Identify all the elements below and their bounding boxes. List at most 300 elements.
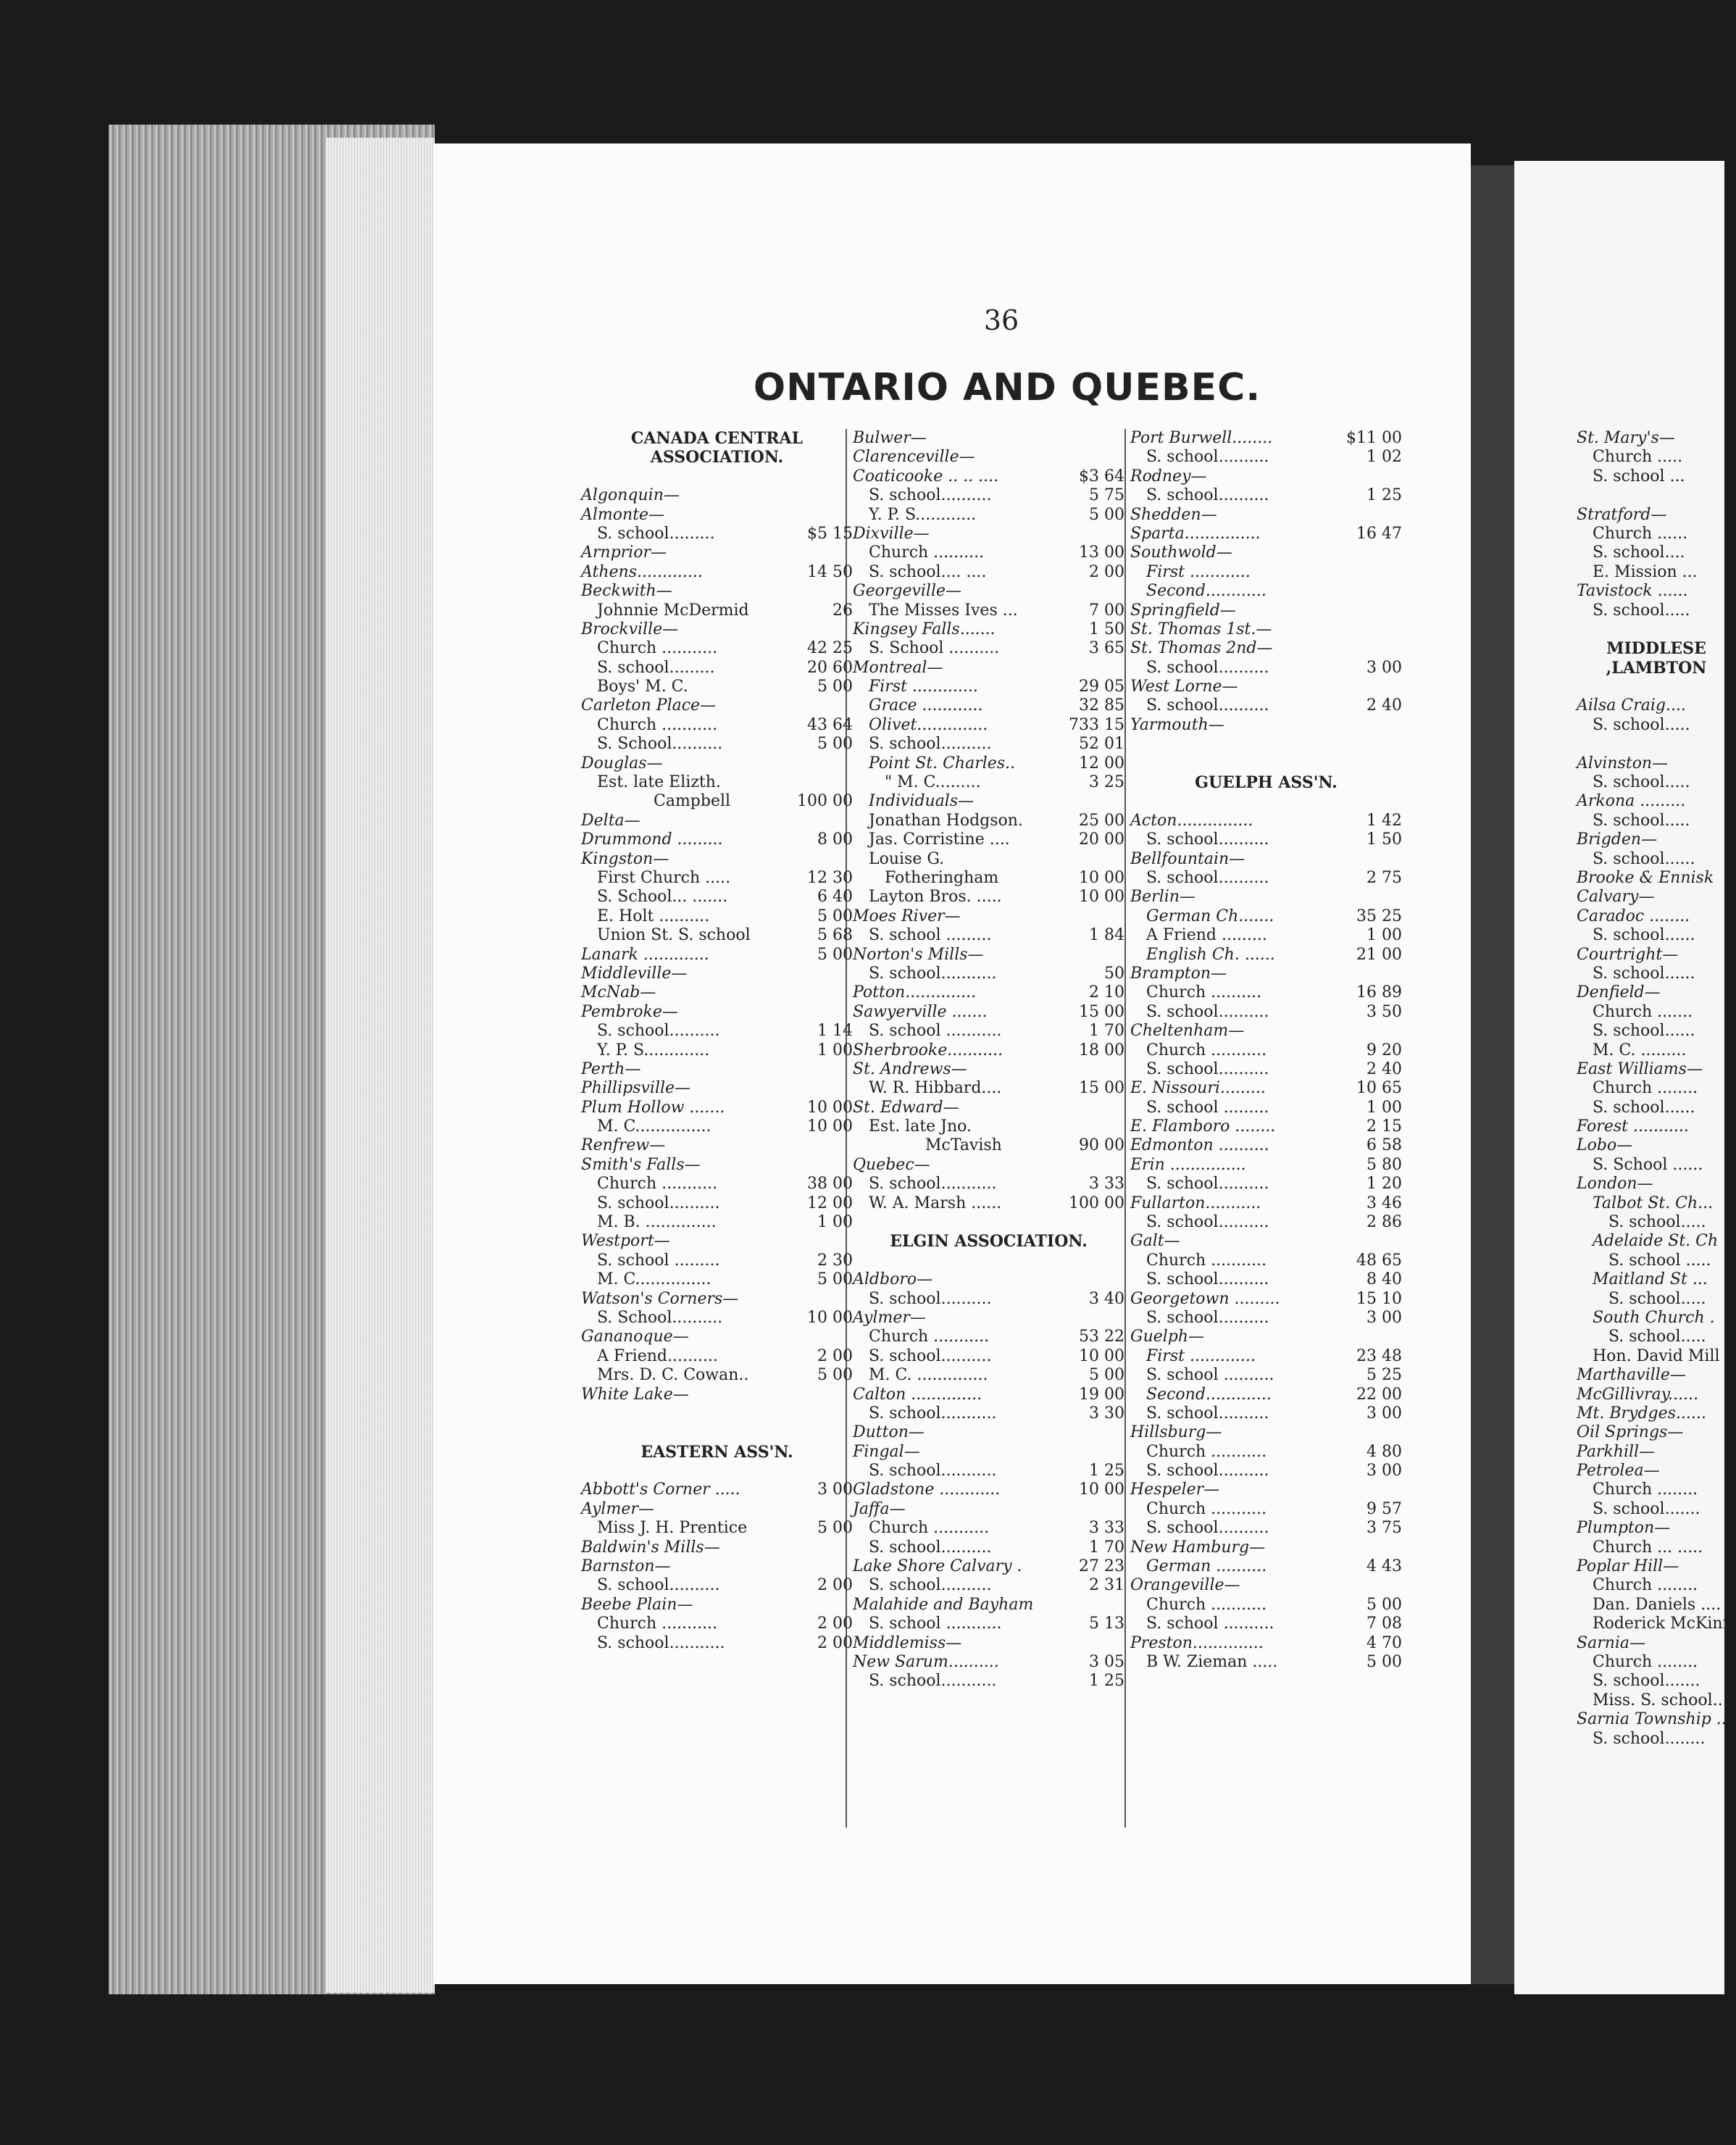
contribution-entry (1577, 467, 1736, 486)
entry-label: Y. P. S............. (597, 1041, 710, 1059)
entry-amount: 2 30 (817, 1251, 853, 1270)
entry-label: New Hamburg— (1130, 1538, 1266, 1557)
contribution-entry (581, 1366, 853, 1385)
place-entry (1130, 716, 1402, 735)
contribution-entry (853, 1615, 1124, 1633)
entry-label: B W. Zieman ..... (1146, 1653, 1278, 1671)
association-heading: ,LAMBTON (1606, 658, 1707, 678)
entry-amount: 3 25 (1089, 773, 1124, 792)
entry-label: S. school........ (1593, 1729, 1706, 1748)
entry-label: Church ........... (1146, 1041, 1267, 1059)
entry-label: S. school.......... (869, 735, 992, 754)
entry-amount: 90 00 (1079, 1136, 1124, 1155)
entry-label: M. C............... (597, 1117, 711, 1136)
entry-label: Sherbrooke........... (853, 1041, 1003, 1059)
place-entry (1577, 582, 1736, 601)
place-entry (1577, 1519, 1736, 1538)
contribution-entry (1577, 812, 1736, 830)
place-entry (581, 1079, 853, 1098)
contribution-entry (1577, 1213, 1736, 1232)
entry-amount: 5 00 (817, 735, 853, 754)
entry-amount: 10 00 (1079, 1346, 1124, 1365)
contribution-entry (581, 1213, 853, 1232)
entry-label: German Ch....... (1146, 907, 1274, 925)
contribution-entry (853, 1117, 1124, 1136)
entry-label: S. school ......... (597, 1251, 720, 1270)
entry-label: Gladstone ............ (853, 1480, 1001, 1499)
contribution-entry (853, 486, 1124, 505)
entry-amount: 3 00 (1366, 658, 1402, 677)
place-entry (853, 1653, 1124, 1672)
entry-label: S. School.......... (597, 1308, 723, 1327)
place-entry (1130, 543, 1402, 562)
contribution-entry (1577, 1615, 1736, 1633)
place-entry (853, 1443, 1124, 1462)
entry-label: Church ........... (597, 1615, 718, 1633)
entry-label: E. Flamboro ........ (1130, 1117, 1276, 1136)
contribution-entry (1577, 850, 1736, 869)
entry-label: S. school .......... (1146, 1366, 1274, 1385)
contribution-entry (1130, 946, 1402, 965)
entry-label: Parkhill— (1577, 1442, 1656, 1461)
contribution-entry (853, 1347, 1124, 1366)
place-entry (581, 1596, 853, 1615)
entry-amount: 1 20 (1366, 1175, 1402, 1194)
place-entry (853, 1500, 1124, 1519)
entry-label: Potton.............. (853, 983, 977, 1002)
entry-amount: 10 00 (807, 1098, 853, 1117)
place-entry (853, 1041, 1124, 1060)
entry-amount: 3 30 (1089, 1404, 1124, 1423)
entry-amount: 3 50 (1366, 1002, 1402, 1021)
entry-label: S. school...... (1593, 964, 1695, 983)
entry-label: S. school..... (1593, 601, 1690, 620)
contribution-entry (1577, 1156, 1736, 1175)
contribution-entry (581, 735, 853, 754)
spacer (1130, 754, 1402, 773)
entry-amount: 5 75 (1089, 486, 1124, 505)
contribution-entry (581, 639, 853, 658)
entry-label: Louise G. (869, 849, 945, 868)
place-entry (581, 1156, 853, 1175)
entry-amount: 5 00 (1366, 1653, 1402, 1671)
entry-label: Church ........... (869, 1328, 990, 1346)
entry-amount: 5 00 (817, 1270, 853, 1289)
entry-label: Alvinston— (1577, 754, 1669, 772)
entry-label: S. school.......... (1146, 1308, 1269, 1327)
entry-label: S. school..... (1608, 1289, 1706, 1308)
entry-label: Miss. S. school... (1593, 1691, 1728, 1709)
entry-label: A Friend.......... (597, 1346, 718, 1365)
entry-amount: 3 00 (1366, 1462, 1402, 1480)
entry-label: Sawyerville ....... (853, 1002, 988, 1021)
entry-label: S. School.......... (597, 735, 723, 754)
contribution-entry (853, 1538, 1124, 1557)
entry-label: Preston.............. (1130, 1633, 1264, 1652)
entry-amount: 22 00 (1356, 1385, 1402, 1404)
entry-amount: 20 60 (807, 658, 853, 677)
entry-label: Church ........ (1593, 1480, 1698, 1499)
place-entry (581, 1557, 853, 1576)
entry-amount: 100 00 (797, 792, 853, 811)
entry-amount: 5 00 (1089, 505, 1124, 524)
entry-label: German .......... (1146, 1557, 1267, 1576)
entry-label: Georgetown ......... (1130, 1289, 1280, 1308)
contribution-entry (853, 543, 1124, 562)
association-heading: GUELPH ASS'N. (1195, 773, 1338, 793)
contribution-entry (853, 830, 1124, 849)
entry-label: S. school....... (1593, 1499, 1700, 1518)
entry-amount: 5 00 (1366, 1595, 1402, 1614)
place-entry (1130, 888, 1402, 907)
entry-label: A Friend ......... (1146, 926, 1267, 945)
entry-label: Church ........ (1593, 1079, 1698, 1098)
place-entry (853, 1557, 1124, 1576)
contribution-entry (1577, 1270, 1736, 1289)
contribution-entry (853, 696, 1124, 715)
entry-label: Guelph— (1130, 1328, 1205, 1346)
entry-label: Carleton Place— (581, 696, 717, 715)
entry-label: Church ........... (597, 639, 718, 658)
entry-label: Abbott's Corner ..... (581, 1480, 740, 1499)
entry-label: Port Burwell........ (1130, 429, 1273, 447)
entry-label: S. school..... (1608, 1213, 1706, 1232)
entry-label: Watson's Corners— (581, 1289, 739, 1308)
contribution-entry (1577, 1328, 1736, 1346)
entry-amount: 2 00 (817, 1576, 853, 1595)
place-entry (1130, 1290, 1402, 1309)
contribution-entry (581, 1309, 853, 1328)
entry-amount: 32 85 (1079, 696, 1124, 715)
contribution-entry (1577, 563, 1736, 582)
entry-amount: 5 68 (817, 926, 853, 945)
entry-label: S. school.......... (1146, 448, 1269, 467)
spacer (1577, 735, 1736, 754)
entry-label: S. school.......... (597, 1022, 720, 1041)
place-entry (581, 1232, 853, 1251)
entry-label: S. school...... (1593, 926, 1695, 945)
entry-label: S. school..... (1593, 773, 1690, 792)
entry-label: Montreal— (853, 658, 943, 677)
place-entry (1130, 506, 1402, 525)
contribution-entry (581, 773, 853, 792)
entry-label: S. school..... (1593, 715, 1690, 734)
entry-label: M. C............... (597, 1270, 711, 1289)
spacer (581, 1423, 853, 1442)
entry-amount: 27 23 (1079, 1557, 1124, 1576)
contribution-entry (581, 888, 853, 907)
entry-amount: 14 50 (807, 562, 853, 581)
spacer (1130, 735, 1402, 754)
entry-label: Church .......... (1146, 983, 1262, 1002)
contribution-entry (1130, 1347, 1402, 1366)
entry-amount: 3 33 (1089, 1519, 1124, 1538)
entry-amount: 8 40 (1366, 1270, 1402, 1289)
entry-label: Galt— (1130, 1232, 1180, 1251)
entry-label: Moes River— (853, 907, 961, 925)
entry-label: Adelaide St. Ch (1593, 1232, 1719, 1251)
entry-amount: 16 47 (1356, 524, 1402, 543)
place-entry (1130, 1328, 1402, 1346)
entry-label: Church ........... (1146, 1499, 1267, 1518)
place-entry (1130, 965, 1402, 983)
contribution-entry (1130, 1653, 1402, 1672)
entry-amount: 1 25 (1089, 1672, 1124, 1691)
entry-label: Second............ (1146, 582, 1266, 601)
entry-amount: 50 (1104, 964, 1124, 983)
place-entry (1577, 983, 1736, 1002)
entry-label: S. school.... (1593, 543, 1685, 562)
entry-label: Union St. S. school (597, 926, 751, 945)
entry-label: Brampton— (1130, 964, 1227, 983)
entry-label: Denfield— (1577, 983, 1661, 1002)
place-entry (1130, 525, 1402, 543)
contribution-entry (853, 716, 1124, 735)
place-entry (853, 525, 1124, 543)
entry-label: Grace ............ (869, 696, 983, 715)
place-entry (853, 659, 1124, 678)
entry-label: Cheltenham— (1130, 1022, 1245, 1041)
place-entry (1130, 467, 1402, 486)
contribution-entry (853, 639, 1124, 658)
entry-label: First ............. (1146, 1346, 1256, 1365)
entry-label: Maitland St ... (1593, 1270, 1708, 1289)
entry-label: Almonte— (581, 505, 665, 524)
entry-label: Church ........... (869, 1519, 990, 1538)
entry-label: S. school ..... (1608, 1251, 1711, 1270)
contribution-entry (1577, 1099, 1736, 1117)
contribution-entry (581, 1615, 853, 1633)
entry-label: Olivet.............. (869, 715, 988, 734)
place-entry (1130, 1538, 1402, 1557)
entry-label: Delta— (581, 811, 640, 830)
contribution-entry (1130, 659, 1402, 678)
place-entry (1577, 888, 1736, 907)
place-entry (1130, 850, 1402, 869)
place-entry (1577, 792, 1736, 811)
contribution-entry (581, 792, 853, 811)
place-entry (581, 1500, 853, 1519)
entry-label: Drummond ......... (581, 830, 723, 849)
entry-label: S. school.......... (1146, 1213, 1269, 1232)
entry-label: S. School ...... (1593, 1155, 1703, 1174)
entry-label: S. school .......... (1146, 1615, 1274, 1633)
entry-amount: 35 25 (1356, 907, 1402, 925)
contribution-entry (1577, 1022, 1736, 1041)
contribution-entry (1577, 543, 1736, 562)
entry-label: S. school ......... (1146, 1098, 1269, 1117)
column-3 (1130, 429, 1402, 1672)
place-entry (853, 448, 1124, 467)
entry-amount: 53 22 (1079, 1328, 1124, 1346)
entry-label: London— (1577, 1175, 1653, 1194)
place-entry (1130, 429, 1402, 448)
entry-label: Clarenceville— (853, 448, 975, 467)
entry-label: Lanark ............. (581, 945, 709, 964)
contribution-entry (853, 1022, 1124, 1041)
entry-label: Lobo— (1577, 1136, 1633, 1155)
entry-label: S. school....... (1593, 1672, 1700, 1691)
contribution-entry (1577, 926, 1736, 945)
entry-label: Douglas— (581, 754, 663, 772)
contribution-entry (581, 601, 853, 620)
contribution-entry (1130, 486, 1402, 505)
contribution-entry (1577, 1653, 1736, 1672)
place-entry (1577, 1634, 1736, 1653)
contribution-entry (1577, 1003, 1736, 1022)
entry-amount: 3 75 (1366, 1519, 1402, 1538)
place-entry (1577, 946, 1736, 965)
place-entry (853, 429, 1124, 448)
place-entry (853, 946, 1124, 965)
place-entry (581, 983, 853, 1002)
place-entry (853, 983, 1124, 1002)
entry-label: Hespeler— (1130, 1480, 1220, 1499)
entry-amount: 18 00 (1079, 1041, 1124, 1059)
contribution-entry (581, 907, 853, 926)
place-entry (853, 1099, 1124, 1117)
entry-label: S. school.......... (869, 1346, 992, 1365)
contribution-entry (853, 1175, 1124, 1194)
entry-label: S. school.......... (597, 1194, 720, 1212)
entry-amount: 8 00 (817, 830, 853, 849)
entry-label: S. school.......... (869, 1576, 992, 1595)
entry-label: Berlin— (1130, 888, 1195, 907)
spacer (1130, 792, 1402, 811)
place-entry (1130, 1576, 1402, 1595)
entry-label: S. school.......... (1146, 1059, 1269, 1078)
place-entry (581, 582, 853, 601)
entry-amount: 5 25 (1366, 1366, 1402, 1385)
place-entry (581, 850, 853, 869)
entry-amount: 10 00 (1079, 888, 1124, 907)
contribution-entry (1130, 563, 1402, 582)
entry-label: Fotheringham (885, 868, 999, 887)
contribution-entry (1577, 1538, 1736, 1557)
contribution-entry (581, 1251, 853, 1270)
entry-label: Hon. David Mill (1593, 1346, 1720, 1365)
contribution-entry (853, 601, 1124, 620)
entry-amount: 9 20 (1366, 1041, 1402, 1059)
contribution-entry (581, 716, 853, 735)
entry-label: S. school.......... (1146, 1519, 1269, 1538)
entry-label: Est. late Elizth. (597, 773, 721, 792)
entry-label: S. school.......... (1146, 486, 1269, 505)
entry-amount: 4 80 (1366, 1442, 1402, 1461)
place-entry (1130, 620, 1402, 639)
entry-amount: 1 50 (1366, 830, 1402, 849)
entry-amount: 38 00 (807, 1175, 853, 1194)
spacer (1577, 620, 1736, 639)
entry-label: Forest ........... (1577, 1117, 1689, 1136)
entry-amount: 10 00 (807, 1308, 853, 1327)
entry-amount: 3 46 (1366, 1194, 1402, 1212)
entry-label: Edmonton .......... (1130, 1136, 1269, 1155)
entry-label: S. school........... (597, 1633, 725, 1652)
entry-label: Jonathan Hodgson. (869, 811, 1023, 830)
entry-label: Perth— (581, 1059, 641, 1078)
contribution-entry (1130, 696, 1402, 715)
entry-label: Brockville— (581, 620, 679, 638)
entry-label: Y. P. S............ (869, 505, 977, 524)
contribution-entry (853, 563, 1124, 582)
place-entry (581, 965, 853, 983)
entry-label: Springfield— (1130, 601, 1236, 620)
entry-amount: 10 00 (807, 1117, 853, 1136)
contribution-entry (1130, 1366, 1402, 1385)
entry-amount: 3 00 (1366, 1404, 1402, 1423)
contribution-entry (1130, 869, 1402, 888)
contribution-entry (1130, 582, 1402, 601)
entry-label: Beebe Plain— (581, 1595, 693, 1614)
entry-amount: 100 00 (1069, 1194, 1124, 1212)
entry-amount: $3 64 (1079, 467, 1124, 486)
place-entry (581, 1328, 853, 1346)
entry-label: White Lake— (581, 1385, 689, 1404)
contribution-entry (581, 1634, 853, 1653)
entry-amount: 1 14 (817, 1022, 853, 1041)
entry-label: Individuals— (869, 792, 975, 811)
contribution-entry (1577, 1079, 1736, 1098)
entry-label: S. school.......... (869, 1538, 992, 1557)
spacer (581, 467, 853, 486)
entry-amount: 5 00 (817, 945, 853, 964)
entry-label: Orangeville— (1130, 1576, 1240, 1595)
entry-label: Renfrew— (581, 1136, 666, 1155)
place-entry (853, 1480, 1124, 1499)
entry-label: S. school...... (1593, 1022, 1695, 1041)
entry-label: Erin ............... (1130, 1155, 1246, 1174)
entry-amount: 2 00 (817, 1346, 853, 1365)
entry-label: Pembroke— (581, 1002, 678, 1021)
entry-amount: 15 00 (1079, 1079, 1124, 1098)
place-entry (1577, 1117, 1736, 1136)
entry-label: Jaffa— (853, 1499, 906, 1518)
entry-label: M. C. .............. (869, 1366, 988, 1385)
entry-label: M. B. .............. (597, 1213, 717, 1232)
entry-label: Courtright— (1577, 945, 1679, 964)
entry-label: S. school ........... (869, 1022, 1002, 1041)
place-entry (1577, 869, 1736, 888)
place-entry (1577, 754, 1736, 773)
place-entry (853, 1634, 1124, 1653)
entry-label: Church ........... (1146, 1442, 1267, 1461)
contribution-entry (853, 1328, 1124, 1346)
place-entry (1130, 1634, 1402, 1653)
entry-label: Westport— (581, 1232, 670, 1251)
entry-label: S. school ........... (869, 1615, 1002, 1633)
entry-amount: 3 05 (1089, 1653, 1124, 1671)
contribution-entry (853, 1136, 1124, 1155)
entry-label: St. Thomas 2nd— (1130, 639, 1273, 658)
entry-label: Aylmer— (853, 1308, 926, 1327)
place-entry (1577, 1462, 1736, 1480)
entry-amount: 43 64 (807, 715, 853, 734)
entry-amount: 1 25 (1366, 486, 1402, 505)
entry-amount: 2 75 (1366, 868, 1402, 887)
entry-amount: 6 58 (1366, 1136, 1402, 1155)
entry-label: McNab— (581, 983, 656, 1002)
entry-label: Tavistock ...... (1577, 582, 1688, 601)
entry-label: East Williams— (1577, 1059, 1703, 1078)
contribution-entry (1577, 601, 1736, 620)
entry-amount: 1 84 (1089, 926, 1124, 945)
entry-label: Kingsey Falls....... (853, 620, 996, 638)
book-gutter (1471, 165, 1514, 1984)
entry-amount: 5 00 (817, 678, 853, 696)
place-entry (853, 620, 1124, 639)
place-entry (1130, 639, 1402, 658)
